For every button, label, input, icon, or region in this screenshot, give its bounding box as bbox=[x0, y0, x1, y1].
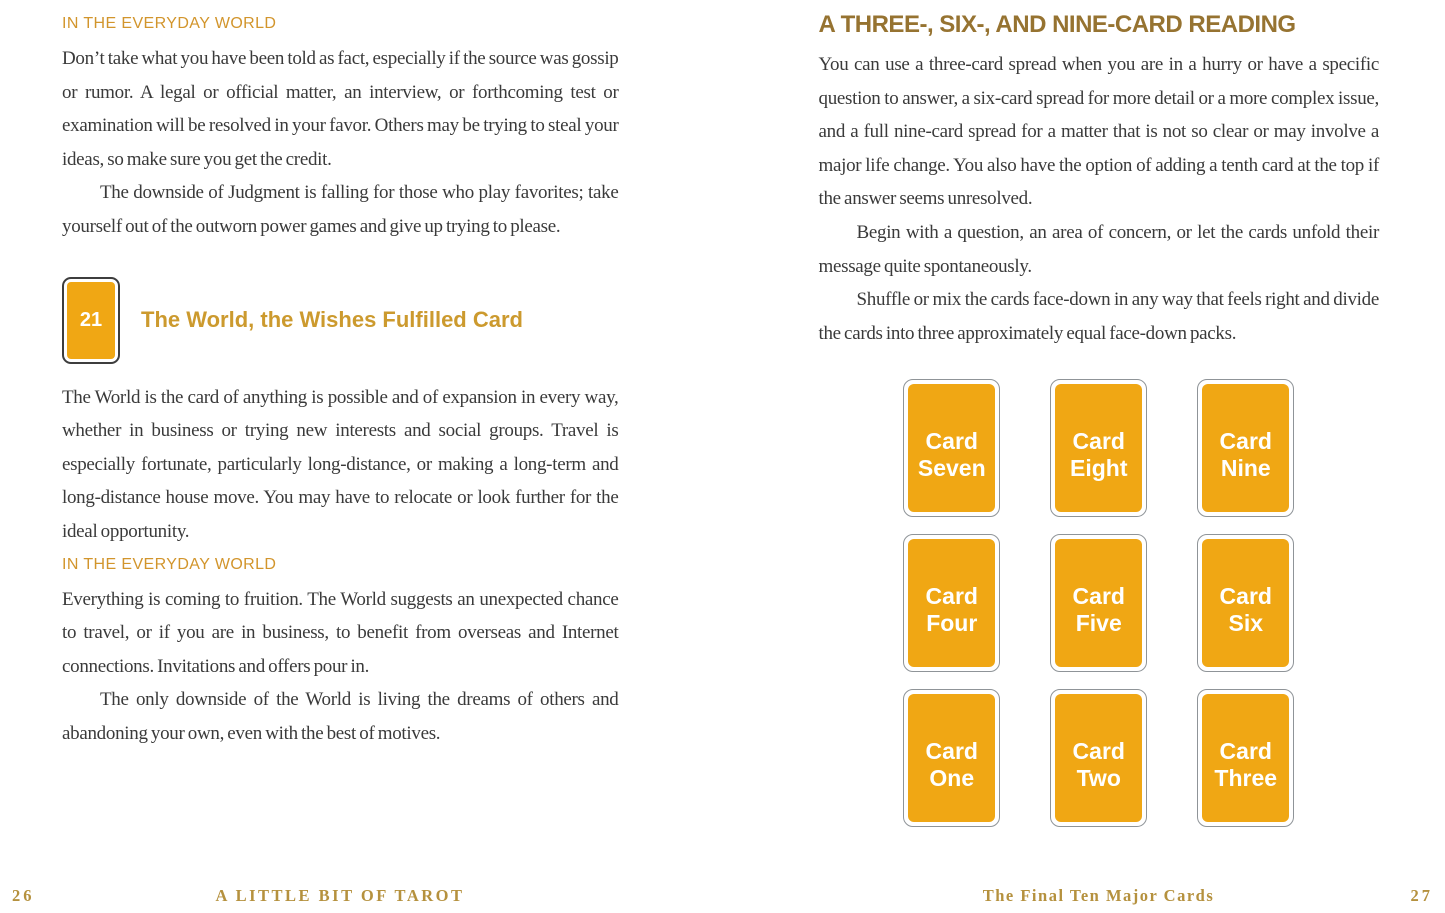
world-card-heading-row bbox=[62, 277, 619, 364]
tarot-card-face bbox=[1202, 694, 1289, 822]
tarot-card-seven bbox=[903, 379, 1000, 517]
tarot-card-label: Card One bbox=[925, 738, 978, 792]
tarot-card-label: Card Two bbox=[1072, 738, 1125, 792]
reading-paragraph-3: Shuffle or mix the cards face-down in any way that feels right and divide the cards into three approximately equal face-down packs. bbox=[818, 289, 1379, 344]
tarot-card-label: Card Six bbox=[1219, 583, 1272, 637]
tarot-card-nine bbox=[1197, 379, 1294, 517]
tarot-card-face bbox=[908, 539, 995, 667]
tarot-card-eight bbox=[1050, 379, 1147, 517]
reading-heading: A THREE-, SIX-, AND NINE-CARD READING bbox=[818, 11, 1296, 38]
section-kicker-judgment: IN THE EVERYDAY WORLD bbox=[62, 15, 277, 32]
reading-paragraph-2: Begin with a question, an area of concern, or let the cards unfold their message quite spontaneously. bbox=[818, 221, 1379, 277]
tarot-card-four bbox=[903, 534, 1000, 672]
page-number-right: 27 bbox=[1410, 886, 1433, 905]
tarot-card-21-icon bbox=[62, 277, 120, 364]
world-paragraph-1: Everything is coming to fruition. The World suggests an unexpected chance to travel, or if you are in business, to benefit from overseas and Internet connections. Invitations and offers pour in. bbox=[62, 588, 619, 677]
tarot-card-21-number: 21 bbox=[79, 308, 103, 331]
running-title-left: A LITTLE BIT OF TAROT bbox=[215, 886, 465, 905]
tarot-card-face bbox=[908, 384, 995, 512]
tarot-card-face bbox=[908, 694, 995, 822]
tarot-card-two bbox=[1050, 689, 1147, 827]
tarot-card-label: Card Nine bbox=[1219, 428, 1272, 482]
card-spread-grid bbox=[819, 379, 1380, 827]
tarot-card-label: Card Eight bbox=[1070, 428, 1128, 482]
tarot-card-six bbox=[1197, 534, 1294, 672]
tarot-card-face bbox=[1202, 384, 1289, 512]
page-right bbox=[723, 0, 1445, 913]
tarot-card-label: Card Four bbox=[925, 583, 978, 637]
tarot-card-label: Card Three bbox=[1214, 738, 1278, 792]
tarot-card-label: Card Five bbox=[1072, 583, 1125, 637]
tarot-card-face bbox=[1055, 539, 1142, 667]
reading-paragraph-1: You can use a three-card spread when you are in a hurry or have a specific question to answer, a six-card spread for more detail or a more complex issue, and a full nine-card spread for a matter that is not so clear or may involve a major life change. You also have the option of adding a tenth card at the top if the answer seems unresolved. bbox=[818, 54, 1379, 210]
tarot-card-face bbox=[1055, 384, 1142, 512]
judgment-paragraph-1: Don’t take what you have been told as fact, especially if the source was gossip or rumor. A legal or official matter, an interview, or forthcoming test or examination will be resolved in your favor. Others may be trying to steal your ideas, so make sure you get the credit. bbox=[62, 48, 619, 170]
world-card-title: The World, the Wishes Fulfilled Card bbox=[141, 307, 523, 333]
tarot-card-one bbox=[903, 689, 1000, 827]
tarot-card-label: Card Seven bbox=[917, 428, 986, 482]
running-title-right: The Final Ten Major Cards bbox=[982, 886, 1215, 905]
judgment-paragraph-2: The downside of Judgment is falling for those who play favorites; take yourself out of the outworn power games and give up trying to please. bbox=[62, 182, 619, 237]
tarot-card-five bbox=[1050, 534, 1147, 672]
world-paragraph-2: The only downside of the World is living the dreams of others and abandoning your own, even with the best of motives. bbox=[62, 689, 619, 744]
world-intro-paragraph: The World is the card of anything is possible and of expansion in every way, whether in business or trying new interests and social groups. Travel is especially fortunate, particularly long-distance, or making a long-term and long-distance house move. You may have to relocate or look further for the ideal opportunity. bbox=[62, 386, 619, 542]
page-number-left: 26 bbox=[12, 886, 35, 905]
tarot-card-three bbox=[1197, 689, 1294, 827]
tarot-card-21-face bbox=[67, 282, 115, 359]
section-kicker-world: IN THE EVERYDAY WORLD bbox=[62, 555, 277, 573]
tarot-card-face bbox=[1202, 539, 1289, 667]
tarot-card-face bbox=[1055, 694, 1142, 822]
